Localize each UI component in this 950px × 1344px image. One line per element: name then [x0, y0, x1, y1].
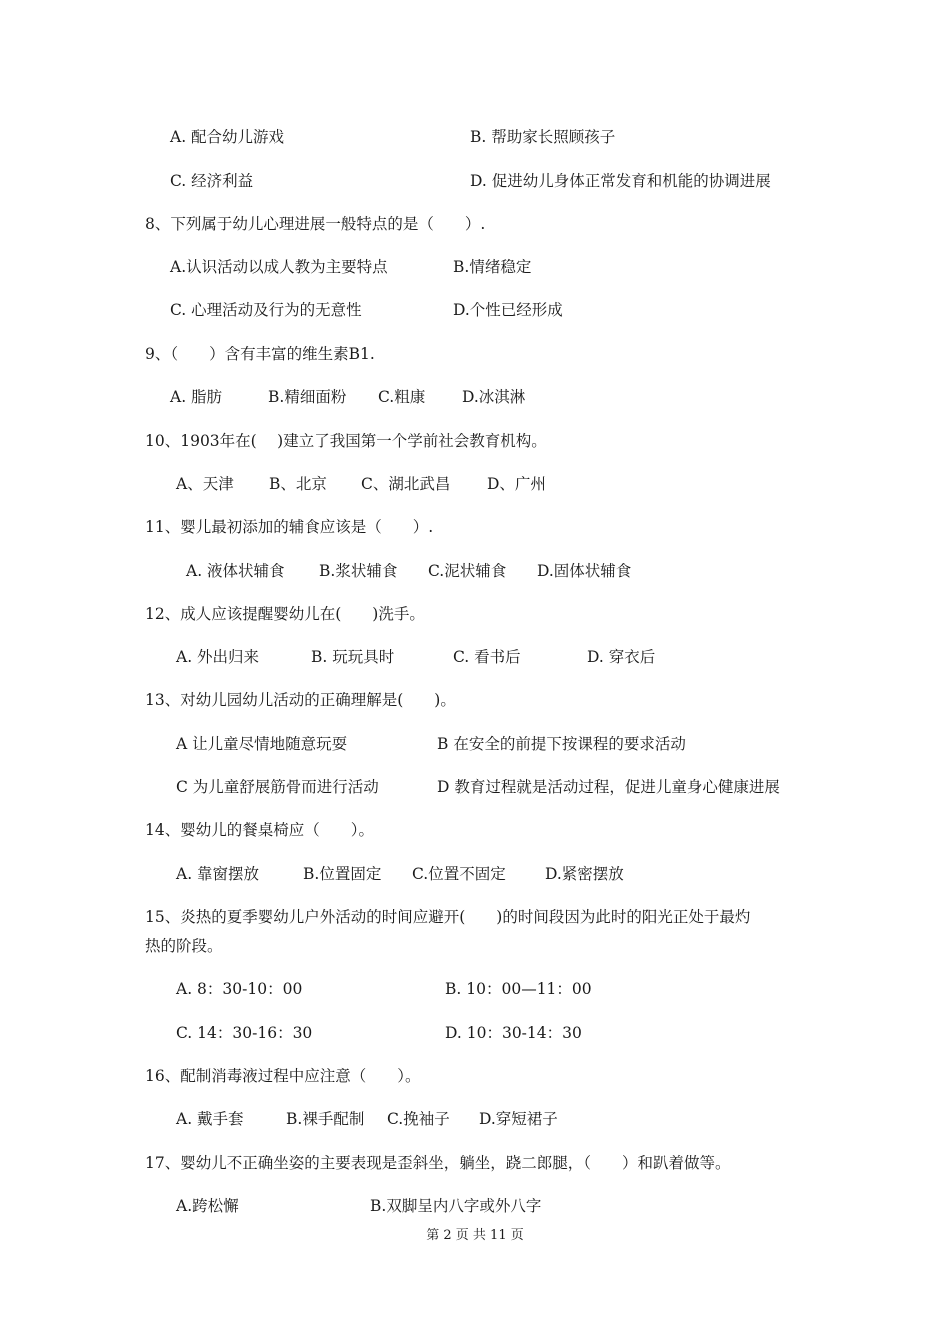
option-c: C. 心理活动及行为的无意性 — [170, 301, 362, 319]
option-b: B、北京 — [269, 475, 327, 493]
option-d: D.固体状辅食 — [537, 562, 632, 580]
option-a: A.跨松懈 — [176, 1197, 239, 1215]
option-a: A.认识活动以成人教为主要特点 — [170, 258, 388, 276]
question-15: 15、炎热的夏季婴幼儿户外活动的时间应避开( )的时间段因为此时的阳光正处于最灼 — [145, 908, 751, 926]
option-a: A 让儿童尽情地随意玩耍 — [176, 735, 348, 753]
option-a: A. 8：30-10：00 — [176, 980, 303, 998]
option-c: C.位置不固定 — [412, 865, 506, 883]
question-17: 17、婴幼儿不正确坐姿的主要表现是歪斜坐，躺坐，跷二郎腿，（ ）和趴着做等。 — [145, 1154, 731, 1172]
option-a: A. 外出归来 — [176, 648, 260, 666]
option-c: C. 经济利益 — [170, 172, 254, 190]
option-b: B 在安全的前提下按课程的要求活动 — [437, 735, 686, 753]
option-b: B.位置固定 — [303, 865, 382, 883]
option-a: A. 配合幼儿游戏 — [170, 128, 285, 146]
option-c: C 为儿童舒展筋骨而进行活动 — [176, 778, 379, 796]
option-d: D.个性已经形成 — [453, 301, 563, 319]
option-d: D. 穿衣后 — [587, 648, 656, 666]
option-d: D.冰淇淋 — [462, 388, 526, 406]
page-number: 第 2 页 共 11 页 — [426, 1228, 524, 1243]
option-d: D.穿短裙子 — [479, 1110, 558, 1128]
option-a: A. 液体状辅食 — [186, 562, 285, 580]
option-c: C.泥状辅食 — [428, 562, 507, 580]
option-c: C. 看书后 — [453, 648, 521, 666]
option-b: B. 玩玩具时 — [311, 648, 395, 666]
question-8: 8、下列属于幼儿心理进展一般特点的是（ ）. — [145, 215, 486, 233]
question-12: 12、成人应该提醒婴幼儿在( )洗手。 — [145, 605, 425, 623]
option-c: C. 14：30-16：30 — [176, 1024, 313, 1042]
option-b: B. 帮助家长照顾孩子 — [470, 128, 616, 146]
question-13: 13、对幼儿园幼儿活动的正确理解是( )。 — [145, 691, 456, 709]
option-c: C.粗康 — [378, 388, 426, 406]
option-c: C.挽袖子 — [387, 1110, 450, 1128]
option-d: D. 促进幼儿身体正常发育和机能的协调进展 — [470, 172, 771, 190]
question-10: 10、1903年在( )建立了我国第一个学前社会教育机构。 — [145, 432, 547, 450]
option-a: A. 脂肪 — [170, 388, 223, 406]
option-a: A. 靠窗摆放 — [176, 865, 260, 883]
option-d: D.紧密摆放 — [545, 865, 624, 883]
option-b: B.双脚呈内八字或外八字 — [370, 1197, 542, 1215]
option-b: B.情绪稳定 — [453, 258, 532, 276]
question-11: 11、婴儿最初添加的辅食应该是（ ）. — [145, 518, 434, 536]
option-d: D 教育过程就是活动过程，促进儿童身心健康进展 — [437, 778, 780, 796]
option-b: B. 10：00—11：00 — [445, 980, 592, 998]
question-16: 16、配制消毒液过程中应注意（ ）。 — [145, 1067, 421, 1085]
option-d: D. 10：30-14：30 — [445, 1024, 582, 1042]
option-b: B.浆状辅食 — [319, 562, 398, 580]
option-d: D、广州 — [487, 475, 546, 493]
option-a: A. 戴手套 — [176, 1110, 244, 1128]
question-15-continued: 热的阶段。 — [145, 937, 223, 955]
option-c: C、湖北武昌 — [361, 475, 451, 493]
option-b: B.裸手配制 — [286, 1110, 365, 1128]
question-9: 9、（ ）含有丰富的维生素B1. — [145, 345, 375, 363]
option-b: B.精细面粉 — [268, 388, 347, 406]
option-a: A、天津 — [176, 475, 234, 493]
question-14: 14、婴幼儿的餐桌椅应（ ）。 — [145, 821, 374, 839]
